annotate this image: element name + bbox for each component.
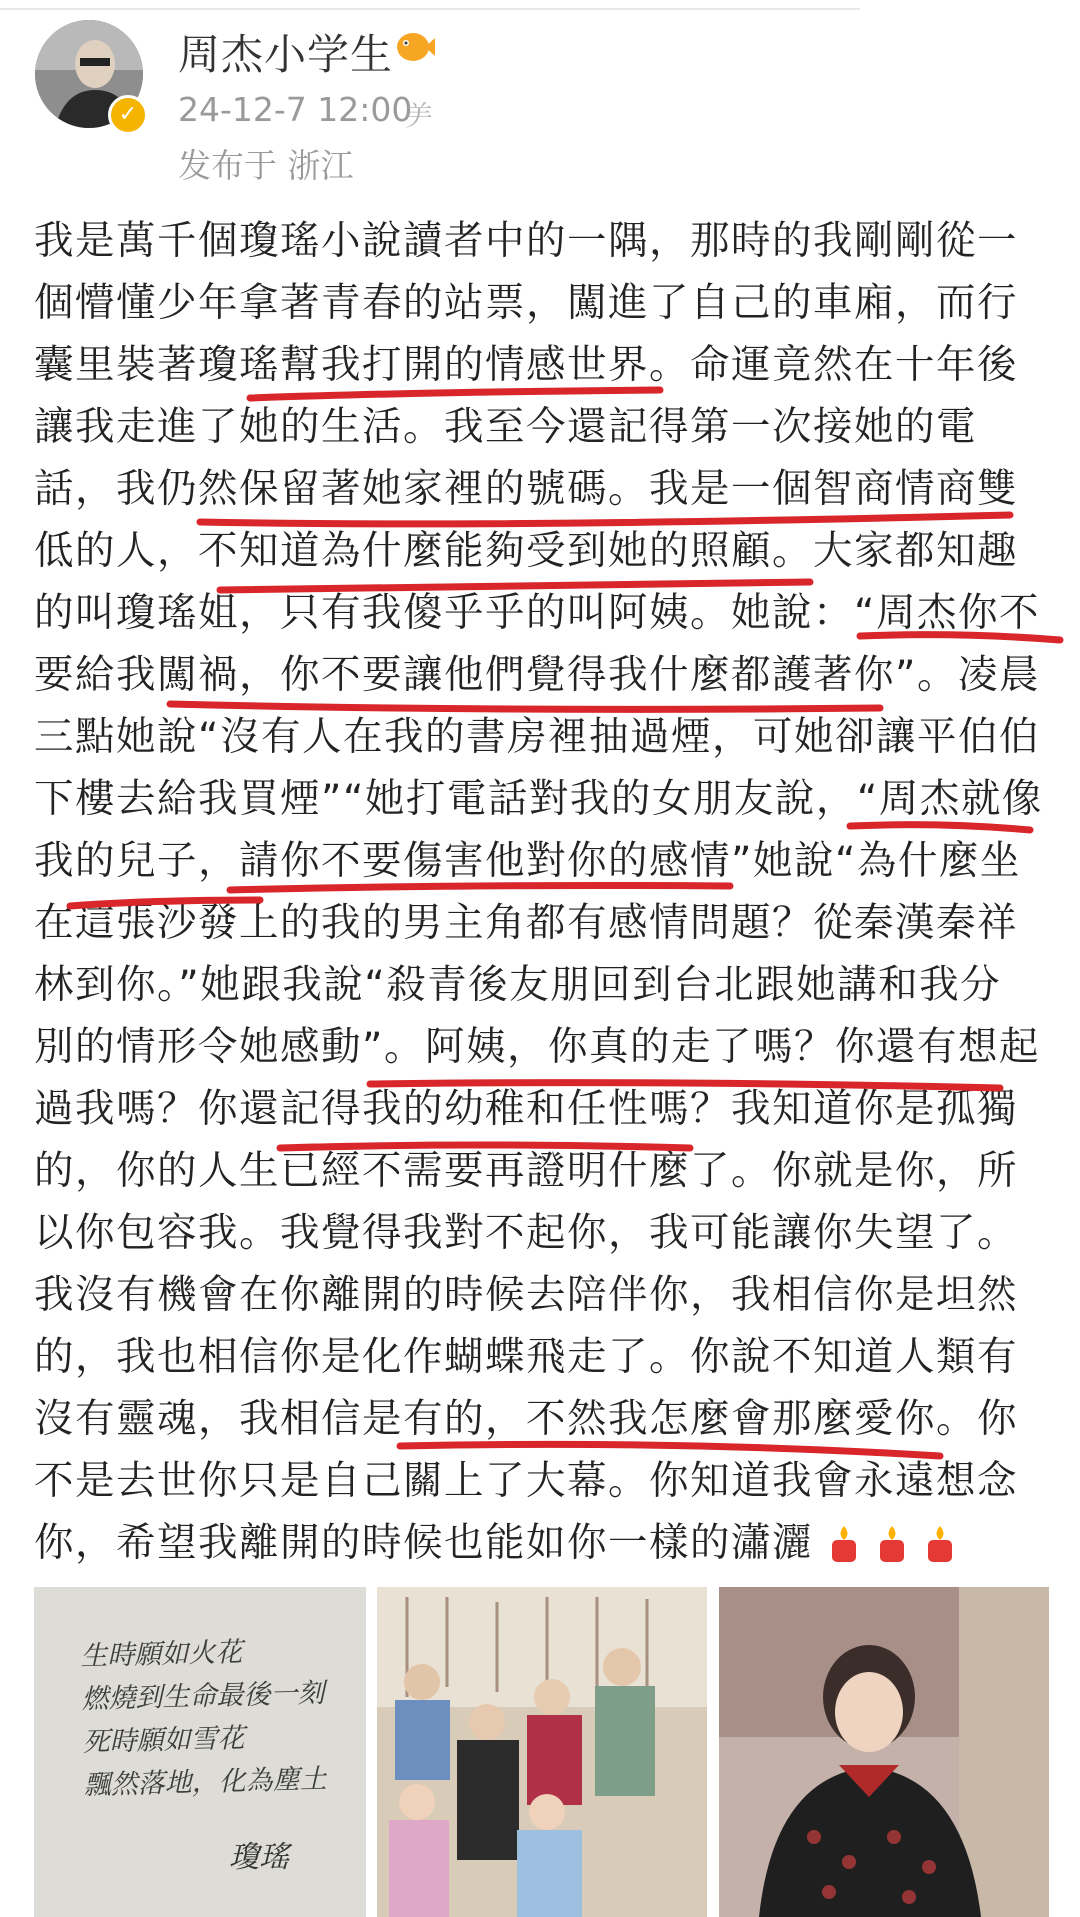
post-line: 囊里裝著瓊瑤幫我打開的情感世界。命運竟然在十年後 <box>34 342 1018 388</box>
post-line: 三點她說“沒有人在我的書房裡抽過煙，可她卻讓平伯伯 <box>34 714 1040 760</box>
post-line: 沒有靈魂，我相信是有的，不然我怎麼會那麼愛你。你 <box>34 1396 1018 1442</box>
post-line-last <box>34 1512 1044 1574</box>
fish-badge-icon <box>395 30 435 64</box>
top-divider <box>0 8 860 10</box>
post-line: 林到你。”她跟我說“殺青後友朋回到台北跟她講和我分 <box>34 962 1002 1008</box>
portrait-photo-image <box>719 1587 1049 1917</box>
candle-icon <box>827 1520 875 1566</box>
post-line: 的叫瓊瑤姐，只有我傻乎乎的叫阿姨。她說：“周杰你不 <box>34 590 1040 636</box>
post-line: 低的人，不知道為什麼能夠受到她的照顧。大家都知趣 <box>34 528 1018 574</box>
candle-icon <box>875 1520 923 1566</box>
poem-line: 燃燒到生命最後一刻 <box>81 1677 325 1716</box>
poem-signature: 瓊瑤 <box>229 1840 289 1875</box>
post-body <box>34 210 1044 1574</box>
post-line: 下樓去給我買煙”“她打電話對我的女朋友說，“周杰就像 <box>34 776 1043 822</box>
group-photo-image <box>377 1587 707 1917</box>
group-photo[interactable] <box>377 1587 707 1917</box>
post-line: 要給我闖禍，你不要讓他們覺得我什麼都護著你”。凌晨 <box>34 652 1040 698</box>
post-line: 我沒有機會在你離開的時候去陪伴你，我相信你是坦然 <box>34 1272 1018 1318</box>
post-line: 不是去世你只是自己關上了大幕。你知道我會永遠想念 <box>34 1458 1018 1504</box>
poem-line: 生時願如火花 <box>79 1636 243 1673</box>
post-line: 過我嗎？你還記得我的幼稚和任性嗎？我知道你是孤獨 <box>34 1086 1018 1132</box>
poem-text <box>80 1629 327 1807</box>
edit-glyph-icon: ⺶ <box>405 99 434 132</box>
username[interactable]: 周杰小学生 <box>178 30 394 79</box>
post-line: 我的兒子，請你不要傷害他對你的感情”她說“為什麼坐 <box>34 838 1021 884</box>
poem-line: 飄然落地，化為塵土 <box>83 1763 328 1802</box>
post-line: 以你包容我。我覺得我對不起你，我可能讓你失望了。 <box>34 1210 1018 1256</box>
post-line: 個懵懂少年拿著青春的站票，闖進了自己的車廂，而行 <box>34 280 1018 326</box>
verified-badge-icon: ✓ <box>108 95 148 135</box>
post-location: 发布于 浙江 <box>178 146 354 185</box>
post-line: 話，我仍然保留著她家裡的號碼。我是一個智商情商雙 <box>34 466 1018 512</box>
post-line: 別的情形令她感動”。阿姨，你真的走了嗎？你還有想起 <box>34 1024 1040 1070</box>
post-line-text: 你，希望我離開的時候也能如你一樣的瀟灑 <box>34 1520 813 1566</box>
poem-photo[interactable] <box>34 1587 366 1917</box>
post-line: 讓我走進了她的生活。我至今還記得第一次接她的電 <box>34 404 977 450</box>
post-line: 我是萬千個瓊瑤小說讀者中的一隅，那時的我剛剛從一 <box>34 218 1018 264</box>
post-line: 在這張沙發上的我的男主角都有感情問題？從秦漢秦祥 <box>34 900 1018 946</box>
poem-line: 死時願如雪花 <box>82 1722 245 1759</box>
post-timestamp: 24-12-7 12:00 <box>178 90 413 129</box>
portrait-photo[interactable] <box>719 1587 1049 1917</box>
post-line: 的，我也相信你是化作蝴蝶飛走了。你說不知道人類有 <box>34 1334 1018 1380</box>
candle-icon <box>923 1520 957 1566</box>
post-line: 的，你的人生已經不需要再證明什麼了。你就是你，所 <box>34 1148 1018 1194</box>
